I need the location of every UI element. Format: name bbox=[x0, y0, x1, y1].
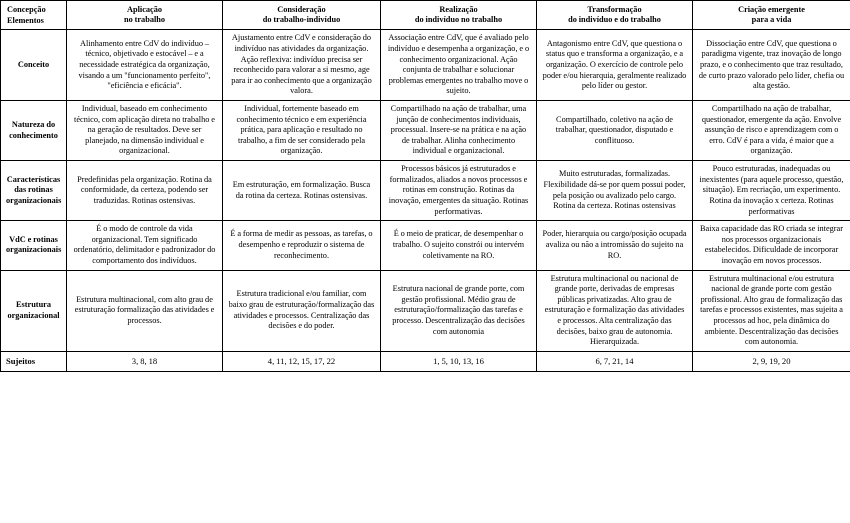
cell-rotinas-aplicacao: Predefinidas pela organização. Rotina da conformidade, da certeza, podendo ser traduzidas. Rotinas ostensivas. bbox=[67, 161, 223, 221]
cell-natureza-realizacao: Compartilhado na ação de trabalhar, uma junção de conhecimentos individuais, processual. Insere-se na prática e na ação de trabalhar. Alinha conhecimento individual e organizacional. bbox=[381, 101, 537, 161]
table-row bbox=[1, 101, 850, 161]
cell-estrutura-transformacao: Estrutura multinacional ou nacional de grande porte, derivadas de empresas públicas privatizadas. Alto grau de estruturação e formalização das atividades e processos. Alta centralização das decisões, baixo grau de autonomia. Hierarquizada. bbox=[537, 270, 693, 351]
cell-estrutura-consideracao: Estrutura tradicional e/ou familiar, com baixo grau de estruturação/formalização das atividades e processos. Centralização das decisões e do poder. bbox=[223, 270, 381, 351]
cell-vdc-realizacao: É o meio de praticar, de desempenhar o trabalho. O sujeito constrói ou intervém coletivamente na RO. bbox=[381, 221, 537, 270]
cell-natureza-consideracao: Individual, fortemente baseado em conhecimento técnico e em experiência prática, para aplicação e resultado no trabalho, a fim de ser considerado pela organização. bbox=[223, 101, 381, 161]
cell-conceito-aplicacao: Alinhamento entre CdV do indivíduo – técnico, objetivado e estocável – e a necessidade estratégica da organização, visando a um "funcionamento perfeito", "eficiência e eficácia". bbox=[67, 30, 223, 101]
row-header-vdc-rotinas: VdC e rotinas organizacionais bbox=[1, 221, 67, 270]
column-header-line2: do indivíduo e do trabalho bbox=[568, 15, 661, 25]
column-header-criacao-emergente bbox=[693, 1, 850, 30]
row-header-natureza-conhecimento: Natureza do conhecimento bbox=[1, 101, 67, 161]
cell-sujeitos-criacao: 2, 9, 19, 20 bbox=[693, 351, 850, 371]
cell-sujeitos-transformacao: 6, 7, 21, 14 bbox=[537, 351, 693, 371]
cell-rotinas-transformacao: Muito estruturadas, formalizadas. Flexibilidade dá-se por quem possui poder, pela posição ou avalizado pelo cargo. Rotina da certeza. Rotinas ostensivas bbox=[537, 161, 693, 221]
column-header-line1: Aplicação bbox=[126, 4, 163, 14]
cell-rotinas-realizacao: Processos básicos já estruturados e formalizados, aliados a novos processos e rotinas em construção. Rotinas da inovação, emergentes da situação. Rotinas performativas. bbox=[381, 161, 537, 221]
column-header-aplicacao bbox=[67, 1, 223, 30]
table-row bbox=[1, 161, 850, 221]
table-body bbox=[1, 30, 850, 371]
cell-vdc-transformacao: Poder, hierarquia ou cargo/posição ocupada avaliza ou não a intromissão do sujeito na RO. bbox=[537, 221, 693, 270]
cell-natureza-aplicacao: Individual, baseado em conhecimento técnico, com aplicação direta no trabalho e na geração de resultados. Deve ser planejado, na dimensão individual e organizacional. bbox=[67, 101, 223, 161]
column-header-line2: para a vida bbox=[751, 15, 792, 25]
column-header-line2: do indivíduo no trabalho bbox=[414, 15, 503, 25]
column-header-consideracao bbox=[223, 1, 381, 30]
table-row bbox=[1, 221, 850, 270]
cell-sujeitos-realizacao: 1, 5, 10, 13, 16 bbox=[381, 351, 537, 371]
cell-conceito-consideracao: Ajustamento entre CdV e consideração do indivíduo nas atividades da organização. Ação reflexiva: indivíduo precisa ser reconhecido para valorar a si mesmo, age para ir ao conhecimento que a organização valora. bbox=[223, 30, 381, 101]
row-header-conceito: Conceito bbox=[1, 30, 67, 101]
table-row bbox=[1, 30, 850, 101]
table-header bbox=[1, 1, 850, 30]
cell-estrutura-criacao: Estrutura multinacional e/ou estrutura nacional de grande porte com gestão profissional. Alto grau de formalização das tarefas e processos existentes, mas sujeita a processos ad hoc, pela dinâmica do ambiente. Descentralização das decisões com autonomia. bbox=[693, 270, 850, 351]
column-header-line1: Criação emergente bbox=[738, 4, 805, 14]
column-header-line1: Transformação bbox=[587, 4, 642, 14]
cell-natureza-transformacao: Compartilhado, coletivo na ação de trabalhar, questionador, disputado e conflituoso. bbox=[537, 101, 693, 161]
column-header-line1: Realização bbox=[439, 4, 478, 14]
column-header-line2: no trabalho bbox=[123, 15, 166, 25]
cell-conceito-realizacao: Associação entre CdV, que é avaliado pelo indivíduo e desempenha a organização, e o conhecimento organizacional. Ação conjunta de trabalhar e solucionar problemas emergentes no trabalho move o sujeito. bbox=[381, 30, 537, 101]
cell-natureza-criacao: Compartilhado na ação de trabalhar, questionador, emergente da ação. Envolve assunção de risco e aprendizagem com o erro. CdV é para a vida, é maior que a organização. bbox=[693, 101, 850, 161]
row-header-caracteristicas-rotinas: Características das rotinas organizacionais bbox=[1, 161, 67, 221]
cell-vdc-aplicacao: É o modo de controle da vida organizacional. Tem significado ordenatório, delimitador e padronizador do comportamento dos indivíduos. bbox=[67, 221, 223, 270]
corner-header-line2: Elementos bbox=[7, 16, 44, 26]
column-header-line2: do trabalho-indivíduo bbox=[262, 15, 341, 25]
cell-conceito-criacao: Dissociação entre CdV, que questiona o paradigma vigente, traz inovação de longo prazo, e o conhecimento que traz resultado, de curto prazo valorado pelo líder, chefia ou alta gestão. bbox=[693, 30, 850, 101]
corner-header-line1: Concepção bbox=[7, 5, 46, 14]
cell-estrutura-realizacao: Estrutura nacional de grande porte, com gestão profissional. Médio grau de estruturação/formalização das tarefas e processo. Descentralização das decisões com autonomia bbox=[381, 270, 537, 351]
cell-rotinas-consideracao: Em estruturação, em formalização. Busca da rotina da certeza. Rotinas ostensivas. bbox=[223, 161, 381, 221]
table-row bbox=[1, 270, 850, 351]
cell-vdc-criacao: Baixa capacidade das RO criada se integrar nos processos organizacionais estabelecidos. Dificuldade de incorporar inovação em novos processos. bbox=[693, 221, 850, 270]
cell-estrutura-aplicacao: Estrutura multinacional, com alto grau de estruturação formalização das atividades e processos. bbox=[67, 270, 223, 351]
row-header-estrutura-organizacional: Estrutura organizacional bbox=[1, 270, 67, 351]
cell-conceito-transformacao: Antagonismo entre CdV, que questiona o status quo e transforma a organização, e a organização. O exercício de controle pelo poder e/ou hierarquia, geralmente realizado pelo líder ou gestor. bbox=[537, 30, 693, 101]
cell-sujeitos-aplicacao: 3, 8, 18 bbox=[67, 351, 223, 371]
corner-header-cell bbox=[1, 1, 67, 30]
column-header-line1: Consideração bbox=[277, 4, 326, 14]
table-header-row bbox=[1, 1, 850, 30]
cell-rotinas-criacao: Pouco estruturadas, inadequadas ou inexistentes (para aquele processo, questão, situação). Em recriação, um experimento. Rotina da inovação x certeza. Rotinas performativas bbox=[693, 161, 850, 221]
cell-sujeitos-consideracao: 4, 11, 12, 15, 17, 22 bbox=[223, 351, 381, 371]
table-row-subjects bbox=[1, 351, 850, 371]
column-header-realizacao bbox=[381, 1, 537, 30]
row-header-sujeitos: Sujeitos bbox=[1, 351, 67, 371]
cell-vdc-consideracao: É a forma de medir as pessoas, as tarefas, o desempenho e reproduzir o sistema de reconhecimento. bbox=[223, 221, 381, 270]
column-header-transformacao bbox=[537, 1, 693, 30]
